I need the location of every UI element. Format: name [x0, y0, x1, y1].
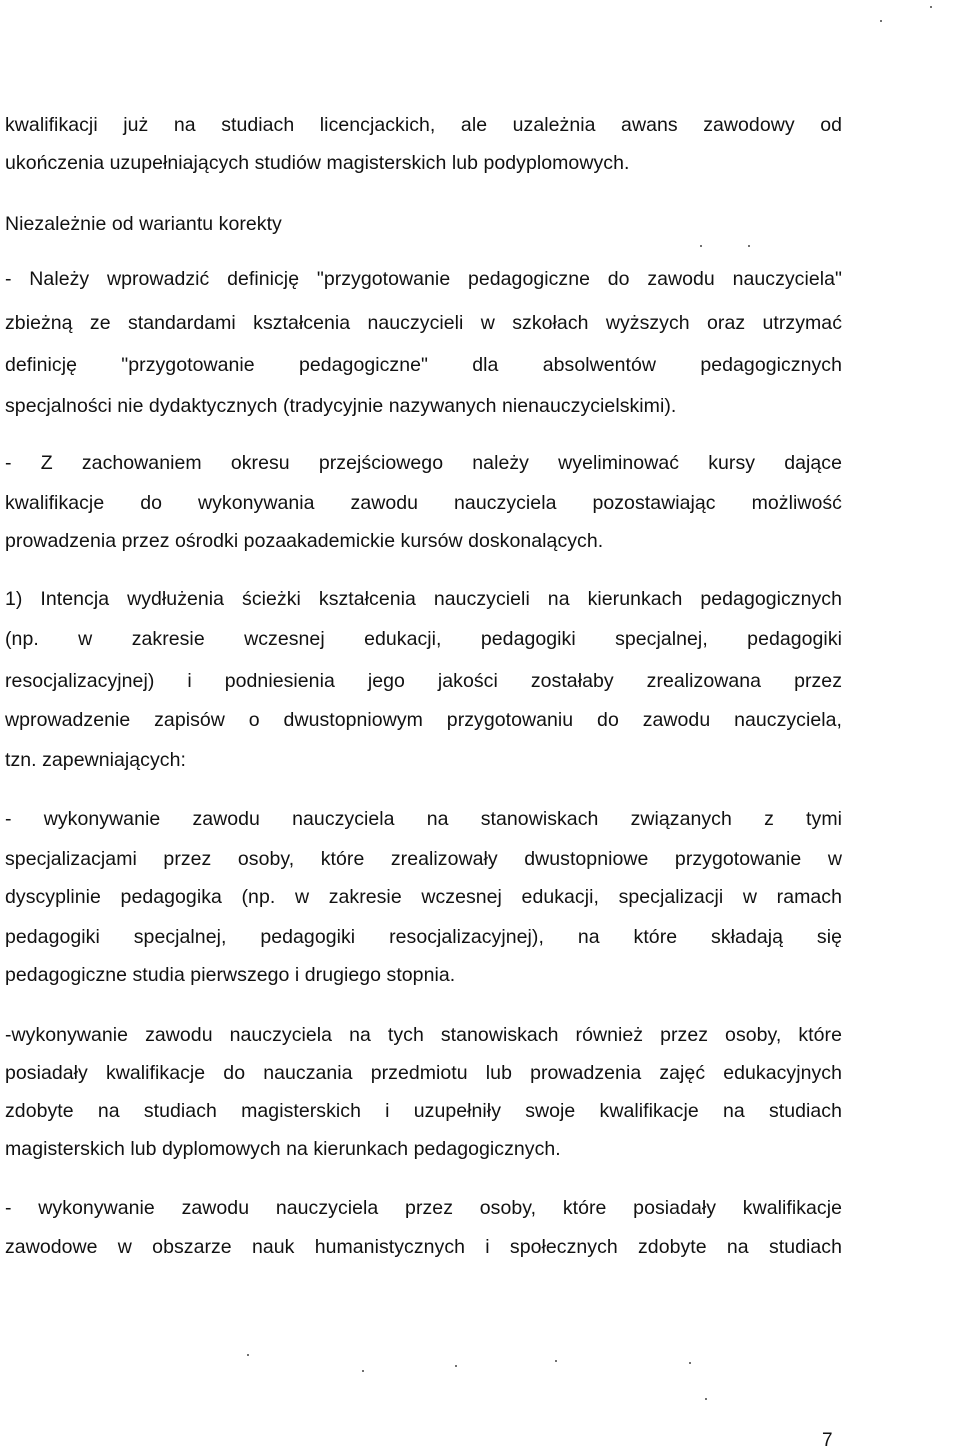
text-line: pedagogiki specjalnej, pedagogiki resocjalizacyjnej), na które składają się	[5, 926, 842, 948]
scan-speck	[362, 1370, 364, 1372]
scan-speck	[930, 6, 932, 8]
text-line: dyscyplinie pedagogika (np. w zakresie wczesnej edukacji, specjalizacji w ramach	[5, 886, 842, 908]
text-line: specjalizacjami przez osoby, które zrealizowały dwustopniowe przygotowanie w	[5, 848, 842, 870]
text-line: pedagogiczne studia pierwszego i drugiego stopnia.	[5, 964, 456, 986]
scan-speck	[555, 1360, 557, 1362]
text-line: ukończenia uzupełniających studiów magisterskich lub podyplomowych.	[5, 152, 630, 174]
text-line: kwalifikacje do wykonywania zawodu nauczyciela pozostawiając możliwość	[5, 492, 842, 514]
text-line: -wykonywanie zawodu nauczyciela na tych stanowiskach również przez osoby, które	[5, 1024, 842, 1046]
scan-speck	[705, 1398, 707, 1400]
text-line: - Należy wprowadzić definicję "przygotowanie pedagogiczne do zawodu nauczyciela"	[5, 268, 842, 290]
text-line: magisterskich lub dyplomowych na kierunkach pedagogicznych.	[5, 1138, 561, 1160]
text-line: zawodowe w obszarze nauk humanistycznych i społecznych zdobyte na studiach	[5, 1236, 842, 1258]
text-line: prowadzenia przez ośrodki pozaakademickie kursów doskonalących.	[5, 530, 604, 552]
scan-speck	[455, 1365, 457, 1367]
text-line: posiadały kwalifikacje do nauczania przedmiotu lub prowadzenia zajęć edukacyjnych	[5, 1062, 842, 1084]
text-line: wprowadzenie zapisów o dwustopniowym przygotowaniu do zawodu nauczyciela,	[5, 709, 842, 731]
text-line: tzn. zapewniających:	[5, 749, 186, 771]
text-line: kwalifikacji już na studiach licencjackich, ale uzależnia awans zawodowy od	[5, 114, 842, 136]
text-line: (np. w zakresie wczesnej edukacji, pedagogiki specjalnej, pedagogiki	[5, 628, 842, 650]
scan-speck	[689, 1362, 691, 1364]
text-line: specjalności nie dydaktycznych (tradycyjnie nazywanych nienauczycielskimi).	[5, 395, 677, 417]
text-line: zbieżną ze standardami kształcenia nauczycieli w szkołach wyższych oraz utrzymać	[5, 312, 842, 334]
text-line: resocjalizacyjnej) i podniesienia jego jakości zostałaby zrealizowana przez	[5, 670, 842, 692]
scan-speck	[247, 1354, 249, 1356]
text-line: definicję "przygotowanie pedagogiczne" dla absolwentów pedagogicznych	[5, 354, 842, 376]
text-line: zdobyte na studiach magisterskich i uzupełniły swoje kwalifikacje na studiach	[5, 1100, 842, 1122]
text-line: 1) Intencja wydłużenia ścieżki kształcenia nauczycieli na kierunkach pedagogicznych	[5, 588, 842, 610]
page-number: 7	[822, 1430, 833, 1451]
scan-speck	[700, 245, 702, 247]
text-line: - Z zachowaniem okresu przejściowego należy wyeliminować kursy dające	[5, 452, 842, 474]
text-line: - wykonywanie zawodu nauczyciela przez osoby, które posiadały kwalifikacje	[5, 1197, 842, 1219]
text-line: - wykonywanie zawodu nauczyciela na stanowiskach związanych z tymi	[5, 808, 842, 830]
section-heading: Niezależnie od wariantu korekty	[5, 213, 282, 235]
scan-speck	[880, 20, 882, 22]
scan-speck	[748, 245, 750, 247]
